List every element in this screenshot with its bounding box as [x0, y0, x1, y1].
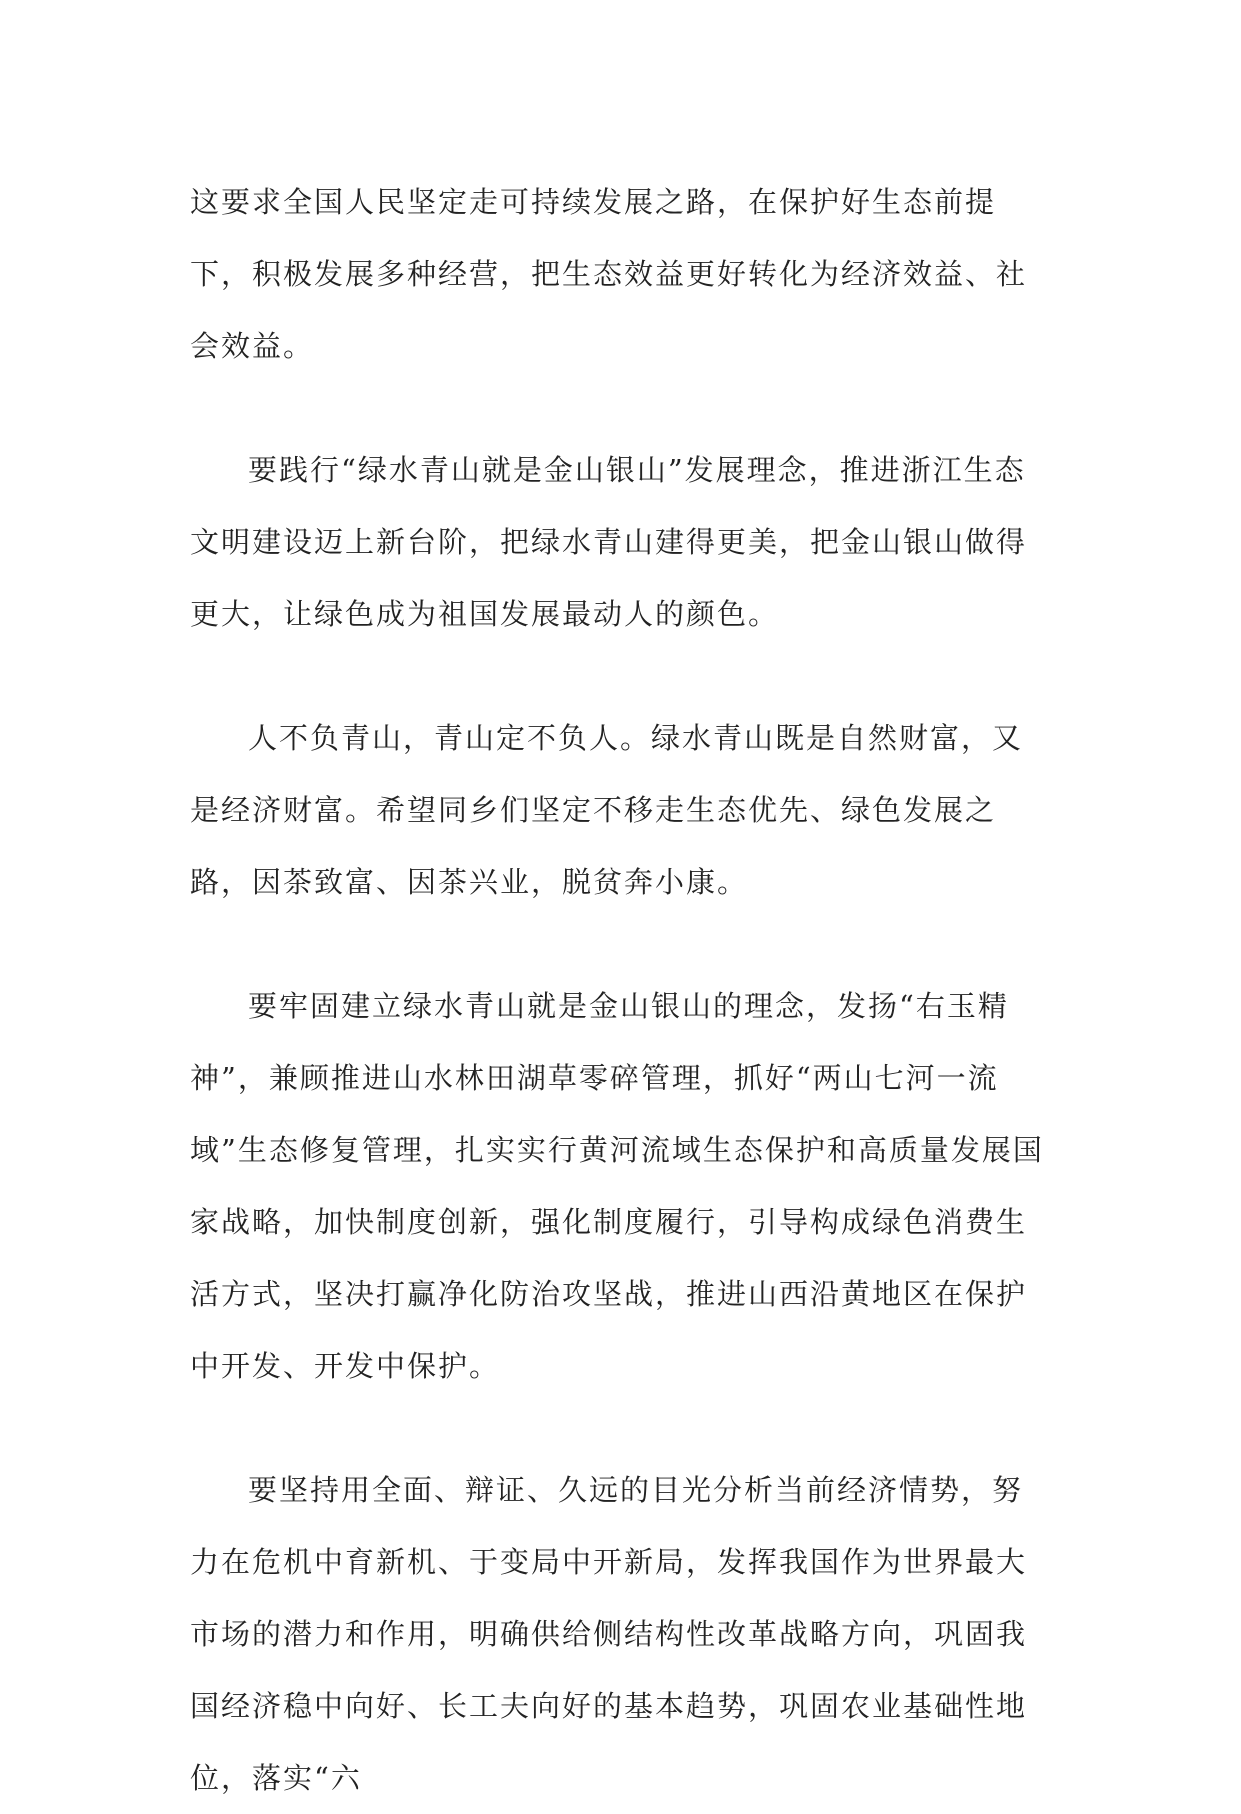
paragraph-2: 要践行“绿水青山就是金山银山”发展理念，推进浙江生态文明建设迈上新台阶，把绿水青山建得更美，把金山银山做得更大，让绿色成为祖国发展最动人的颜色。 [190, 453, 1028, 631]
paragraph-gap [190, 650, 1052, 702]
paragraph-4: 要牢固建立绿水青山就是金山银山的理念，发扬“右玉精神”，兼顾推进山水林田湖草零碎管理，抓好“两山七河一流域”生态修复管理，扎实实行黄河流域生态保护和高质量发展国家战略，加快制度创新，强化制度履行，引导构成绿色消费生活方式，坚决打赢净化防治攻坚战，推进山西沿黄地区在保护中开发、开发中保护。 [190, 989, 1044, 1383]
paragraph-1: 这要求全国人民坚定走可持续发展之路，在保护好生态前提下，积极发展多种经营，把生态效益更好转化为经济效益、社会效益。 [190, 185, 1028, 363]
paragraph-gap [190, 382, 1052, 434]
paragraph-3: 人不负青山，青山定不负人。绿水青山既是自然财富，又是经济财富。希望同乡们坚定不移走生态优先、绿色发展之路，因茶致富、因茶兴业，脱贫奔小康。 [190, 721, 1024, 899]
paragraph-gap [190, 1402, 1052, 1454]
paragraph-5: 要坚持用全面、辩证、久远的目光分析当前经济情势，努力在危机中育新机、于变局中开新局，发挥我国作为世界最大市场的潜力和作用，明确供给侧结构性改革战略方向，巩固我国经济稳中向好、长工夫向好的基本趋势，巩固农业基础性地位，落实“六 [190, 1473, 1028, 1795]
paragraph-gap [190, 918, 1052, 970]
document-body [190, 166, 1052, 1814]
